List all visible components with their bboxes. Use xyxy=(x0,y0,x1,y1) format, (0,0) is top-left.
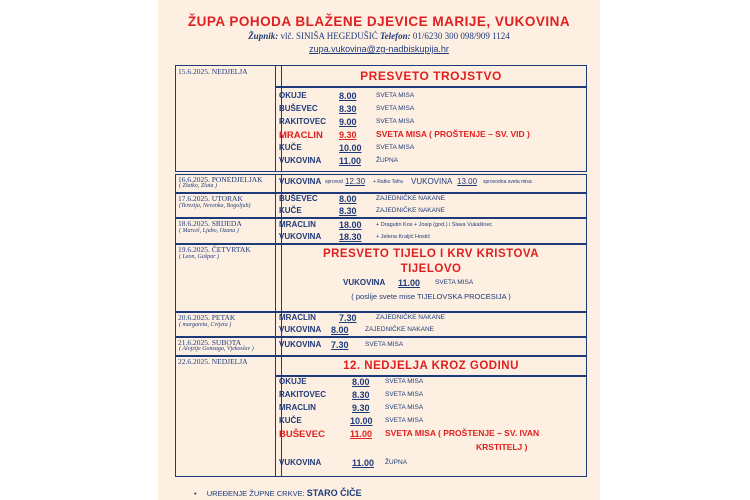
mass-line: KUČE 10.00 SVETA MISA xyxy=(279,416,424,426)
feast-title: 12. NEDJELJA KROZ GODINU xyxy=(343,360,519,372)
pastor-line xyxy=(158,31,600,41)
day-cell xyxy=(175,65,282,172)
feast-title: PRESVETO TIJELO I KRV KRISTOVA xyxy=(322,248,540,260)
mass-line: VUKOVINA 11.00 ŽUPNA xyxy=(279,156,399,166)
feast-subtitle: TIJELOVO xyxy=(400,263,462,275)
parish-title: ŽUPA POHODA BLAŽENE DJEVICE MARIJE, VUKOVINA xyxy=(187,14,571,29)
procession-note: ( poslije svete mise TIJELOVSKA PROCESIJA ) xyxy=(351,292,511,301)
mass-line: OKUJE 8.00 SVETA MISA xyxy=(279,377,424,387)
phone-numbers: 01/6230 300 098/909 1124 xyxy=(412,31,510,41)
day-cell: 20.6.2025. PETAK ( margareta, Cvijeta ) xyxy=(175,312,282,337)
mass-line: RAKITOVEC 9.00 SVETA MISA xyxy=(279,117,415,127)
mass-line: MRACLIN 9.30 SVETA MISA xyxy=(279,403,424,413)
day-cell: 19.6.2025. ČETVRTAK ( Leon, Gašpar ) xyxy=(175,244,282,312)
mass-line: VUKOVINA 11.00 ŽUPNA xyxy=(279,458,408,468)
mass-line-feast: BUŠEVEC 11.00 SVETA MISA ( PROŠTENJE – SV. IVAN xyxy=(279,428,540,440)
mass-line: VUKOVINA 18.30 + Jelena Kraljić Hostić xyxy=(279,232,431,242)
pastor-label: Župnik: xyxy=(248,31,279,41)
mass-line-feast: MRACLIN 9.30 SVETA MISA ( PROŠTENJE – SV. VID ) xyxy=(279,129,530,141)
mass-line: VUKOVINA 8.00 ZAJEDNIČKE NAKANE xyxy=(279,325,434,335)
pastor-name: vlč. SINIŠA HEGEDUŠIĆ xyxy=(280,31,378,41)
feast-title: PRESVETO TROJSTVO xyxy=(360,69,502,83)
mass-line: RAKITOVEC 8.30 SVETA MISA xyxy=(279,390,424,400)
email-link[interactable]: zupa.vukovina@zg-nadbiskupija.hr xyxy=(309,44,449,54)
mass-line: OKUJE 8.00 SVETA MISA xyxy=(279,91,415,101)
mass-line: BUŠEVEC 8.30 SVETA MISA xyxy=(279,104,415,114)
phone-label: Telefon: xyxy=(379,31,411,41)
footer-note: • UREĐENJE ŽUPNE CRKVE: STARO ČIČE xyxy=(194,488,362,498)
mass-line-feast-cont: KRSTITELJ ) xyxy=(476,442,528,452)
mass-line: BUŠEVEC 8.00 ZAJEDNIČKE NAKANE xyxy=(279,194,445,204)
day-cell: 17.6.2025. UTORAK (Terezija, Nevenka, Bogoljub) xyxy=(175,193,282,218)
mass-line: MRACLIN 7.30 ZAJEDNIČKE NAKANE xyxy=(279,313,445,323)
day-cell: 21.6.2025. SUBOTA ( Alojzije Gonzaga, Vjekoslav ) xyxy=(175,337,282,356)
day-cell: 18.6.2025. SRIJEDA ( Marcel, Ljubo, Ozana ) xyxy=(175,218,282,244)
bulletin-page xyxy=(158,0,600,500)
day-cell: 16.6.2025. PONEDJELJAK ( Zlatko, Zlata ) xyxy=(175,174,282,193)
mass-line: KUČE 10.00 SVETA MISA xyxy=(279,143,415,153)
funeral-line: VUKOVINA sprovod 12.30 + Ratko Tafra VUKOVINA 13.00 sprovodna sveta misa xyxy=(279,177,532,186)
mass-line: KUČE 8.30 ZAJEDNIČKE NAKANE xyxy=(279,206,445,216)
day-date: 15.6.2025. NEDJELJA xyxy=(178,67,248,76)
bullet-icon: • xyxy=(194,489,197,498)
day-cell: 22.6.2025. NEDJELJA xyxy=(175,356,282,477)
day-title-cell xyxy=(275,356,587,376)
mass-line: VUKOVINA 11.00 SVETA MISA xyxy=(343,278,474,288)
day-title-cell xyxy=(275,65,587,87)
mass-line: VUKOVINA 7.30 SVETA MISA xyxy=(279,340,404,350)
mass-line: MRACLIN 18.00 + Dragutin Kos + Josip (god.) i Slava Vukašinec xyxy=(279,220,493,230)
